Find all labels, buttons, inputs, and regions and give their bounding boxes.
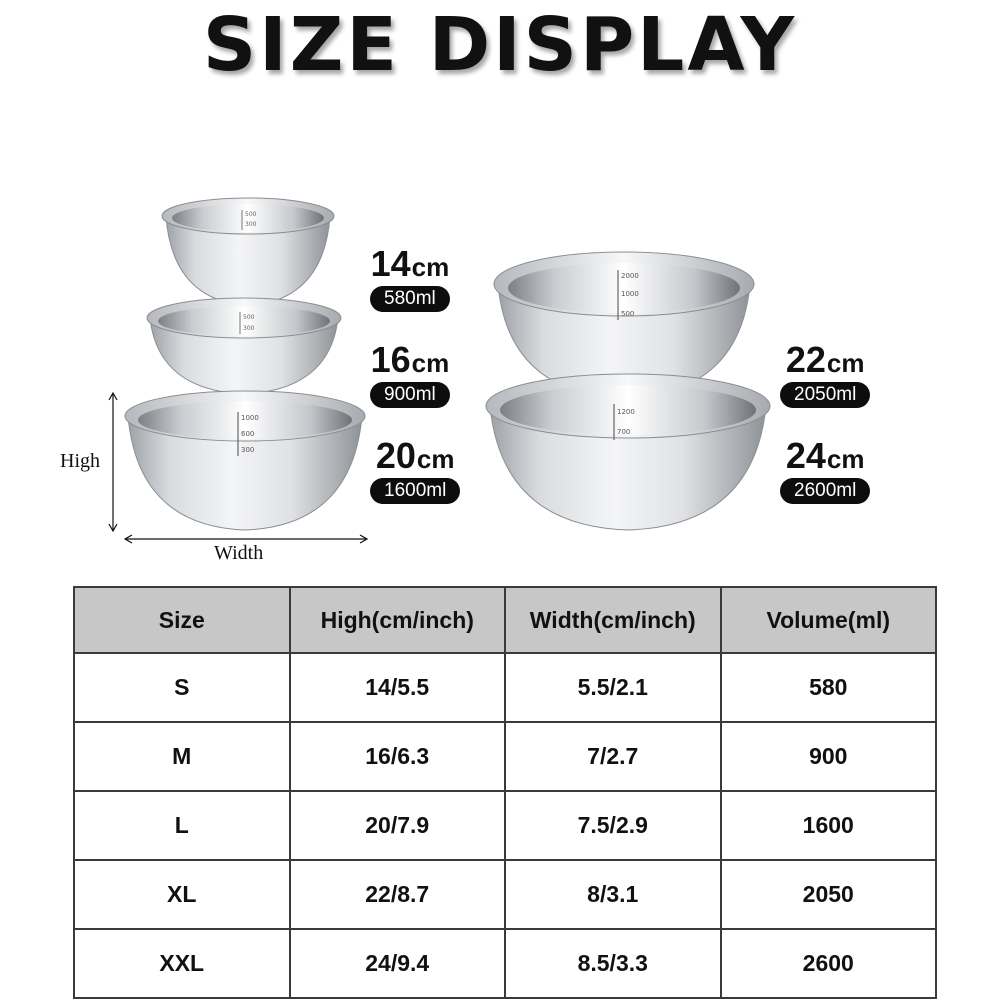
table-row xyxy=(74,929,936,998)
cell-high: 14/5.5 xyxy=(290,653,506,722)
cell-volume: 2600 xyxy=(721,929,937,998)
mark-label: 2000 xyxy=(621,272,639,280)
cell-volume: 2050 xyxy=(721,860,937,929)
page-title: SIZE DISPLAY xyxy=(202,2,798,88)
cell-width: 5.5/2.1 xyxy=(505,653,721,722)
table-row xyxy=(74,860,936,929)
table-header-row xyxy=(74,587,936,653)
table-row xyxy=(74,653,936,722)
cell-size: XXL xyxy=(74,929,290,998)
size-label-22cm xyxy=(780,339,870,408)
bowl-small-image xyxy=(160,196,336,308)
table-row xyxy=(74,722,936,791)
cell-high: 20/7.9 xyxy=(290,791,506,860)
mark-label: 300 xyxy=(245,221,257,228)
cell-size: XL xyxy=(74,860,290,929)
column-header-high: High(cm/inch) xyxy=(290,587,506,653)
mark-label: 300 xyxy=(243,325,255,332)
size-label-20cm xyxy=(370,435,460,504)
cell-size: S xyxy=(74,653,290,722)
mark-label: 600 xyxy=(241,430,255,438)
cell-width: 8/3.1 xyxy=(505,860,721,929)
cell-high: 22/8.7 xyxy=(290,860,506,929)
mark-label: 1200 xyxy=(617,408,635,416)
cell-width: 7.5/2.9 xyxy=(505,791,721,860)
bowl-xxl-image xyxy=(482,370,774,532)
high-label: High xyxy=(60,450,100,472)
mark-label: 500 xyxy=(621,310,635,318)
height-arrow xyxy=(106,392,120,532)
cell-high: 16/6.3 xyxy=(290,722,506,791)
mark-label: 1000 xyxy=(621,290,639,298)
size-label-16cm xyxy=(370,339,450,408)
volume-pill: 580ml xyxy=(370,286,450,312)
cell-volume: 1600 xyxy=(721,791,937,860)
size-label-24cm xyxy=(780,435,870,504)
column-header-width: Width(cm/inch) xyxy=(505,587,721,653)
mark-label: 300 xyxy=(241,446,255,454)
cell-volume: 900 xyxy=(721,722,937,791)
size-cm: 22cm xyxy=(785,339,865,380)
column-header-volume: Volume(ml) xyxy=(721,587,937,653)
bowl-medium-image xyxy=(144,294,344,396)
volume-pill: 2600ml xyxy=(780,478,870,504)
cell-size: M xyxy=(74,722,290,791)
cell-width: 7/2.7 xyxy=(505,722,721,791)
size-cm: 16cm xyxy=(370,339,450,380)
cell-width: 8.5/3.3 xyxy=(505,929,721,998)
size-table xyxy=(73,586,937,999)
size-label-14cm xyxy=(370,243,450,312)
mark-label: 500 xyxy=(245,211,257,218)
volume-pill: 900ml xyxy=(370,382,450,408)
width-label: Width xyxy=(214,542,264,564)
column-header-size: Size xyxy=(74,587,290,653)
mark-label: 1000 xyxy=(241,414,259,422)
cell-high: 24/9.4 xyxy=(290,929,506,998)
size-cm: 24cm xyxy=(785,435,865,476)
cell-size: L xyxy=(74,791,290,860)
cell-volume: 580 xyxy=(721,653,937,722)
table-row xyxy=(74,791,936,860)
size-cm: 14cm xyxy=(370,243,450,284)
volume-pill: 2050ml xyxy=(780,382,870,408)
size-cm: 20cm xyxy=(375,435,455,476)
bowl-large-image xyxy=(122,386,368,532)
volume-pill: 1600ml xyxy=(370,478,460,504)
mark-label: 500 xyxy=(243,314,255,321)
mark-label: 700 xyxy=(617,428,631,436)
